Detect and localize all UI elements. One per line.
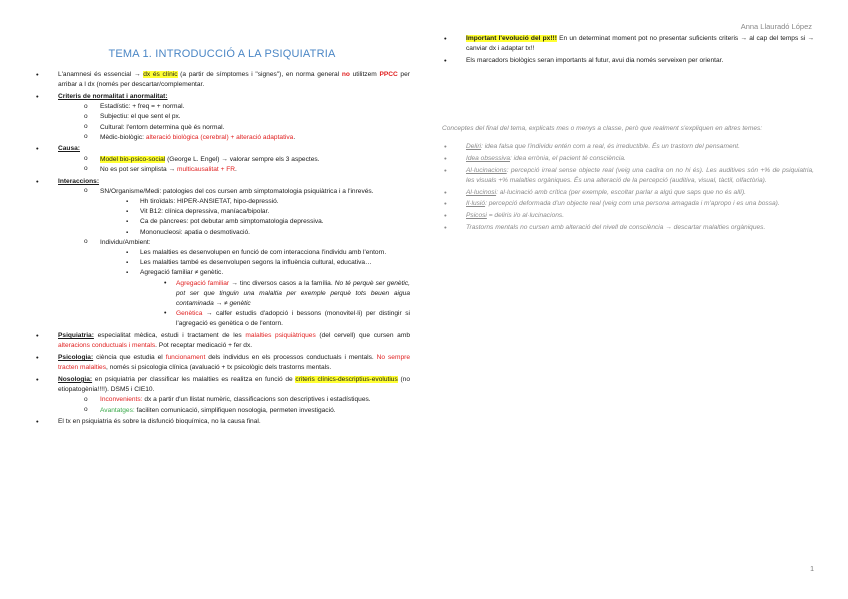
red-genetica: Genètica (176, 310, 203, 318)
genetica (162, 309, 410, 329)
red-text: alteracions conductuals i mentals (58, 342, 156, 350)
note-term: Idea obsessiva (466, 155, 510, 163)
highlight-dx-clinic: dx és clínic (143, 71, 178, 78)
page-number: 1 (810, 566, 814, 573)
psiquiatria-item (34, 331, 410, 351)
red-text: malalties psiquiàtriques (245, 332, 316, 340)
causa-list (58, 155, 410, 175)
note-term: Al·lucinacions (466, 166, 507, 174)
interaccio-individu (82, 238, 410, 330)
red-text: No sempre tracten malalties (58, 353, 410, 372)
red-ppcc: PPCC (379, 71, 398, 78)
author-name: Anna Llauradó López (740, 22, 812, 31)
green-text: Avantatges: (100, 406, 135, 414)
agregacio-list (140, 279, 410, 330)
sn-mono: ▪ Mononucleosi: apatia o desmotivació. (124, 228, 410, 238)
note-term: Psicosi (466, 212, 487, 220)
causa-model (82, 155, 410, 165)
red-text: funcionament (165, 353, 206, 361)
highlight-model: Model bio-psico-social (100, 155, 166, 163)
note-trastorns (442, 223, 814, 233)
criteris-list (58, 102, 410, 143)
text: , només si psicologia clínica (avaluació + tx psicològic dels trastorns mentals. (106, 364, 332, 372)
note-text: : al·lucinació amb crítica (per exemple, escoltar parlar a algú que saps que no és allí). (496, 188, 747, 196)
criteri-estadistic: o Estadístic: + freq = + normal. (82, 102, 410, 112)
note-text: Trastorns mentals no cursen amb alteració del nivell de consciència → descartar malalties orgàniques. (466, 223, 766, 231)
notes-list (442, 142, 814, 233)
note-term: Il·lusió (466, 200, 486, 208)
individu-list (100, 248, 410, 330)
nosologia-list (58, 395, 410, 415)
text: (del cervell) que cursen amb (315, 332, 410, 340)
text: (a partir de símptomes i "signes"), en norma general (177, 71, 342, 78)
text: Agregació familiar ≠ genètic. (140, 269, 224, 277)
sn-list (100, 197, 410, 238)
note-illusio (442, 199, 814, 209)
note-psicosi (442, 211, 814, 221)
text: . (293, 133, 296, 141)
notes-intro: Conceptes del final del tema, explicats mes o menys a classe, però que realment s'expliquen en altres temes: (442, 125, 763, 133)
red-medic: alteració biològica (cerebral) + alteració adaptativa (145, 133, 294, 141)
individu-2: ▪ Les malalties també es desenvolupen segons la influència cultural, educativa… (124, 258, 410, 268)
red-text: Inconvenients: (100, 396, 143, 404)
psicologia-item (34, 353, 410, 373)
note-term: Al·lucinosi (466, 188, 497, 196)
text: Mèdic-biològic: (100, 133, 146, 141)
evolucio-item (442, 34, 814, 54)
note-text: : idea errònia, el pacient té consciència. (510, 155, 626, 163)
sn-tiroide: ▪ Hh tiroïdals: HIPER-ANSIETAT, hipo-depressió. (124, 197, 410, 207)
right-column (442, 34, 814, 234)
inconvenients (82, 395, 410, 405)
red-multicausal: multicausalitat + FR (176, 165, 236, 173)
page-title: TEMA 1. INTRODUCCIÓ A LA PSIQUIATRIA (108, 48, 336, 60)
text: per arribar a l dx (només per descartar/complementar. (58, 71, 410, 89)
agregacio-familiar (162, 279, 410, 310)
criteri-cultural: o Cultural: l'entorn determina què és normal. (82, 123, 410, 133)
note-deliri (442, 142, 814, 152)
highlight-criteris: criteris clínics-descriptius-evolutius (295, 375, 398, 383)
criteri-subjectiu: o Subjectiu: el que sent el px. (82, 112, 410, 122)
interaccions-item (34, 177, 410, 330)
text: . Pot receptar medicació + fer dx. (155, 342, 253, 350)
note-text: : percepció deformada d'un objecte real (veig com una persona amagada i m'apropo i es una bossa). (485, 200, 780, 208)
criteris-item (34, 92, 410, 143)
right-list (442, 34, 814, 66)
note-allucinosi (442, 188, 814, 198)
main-list (34, 70, 410, 427)
text: (no etiopatogènia!!!!). DSM5 i CIE10. (58, 375, 410, 394)
psiquiatria-heading: Psiquiatria: (58, 332, 94, 340)
interaccions-list (58, 187, 410, 330)
anamnesi-item (34, 70, 410, 90)
note-allucinacions (442, 166, 814, 186)
text: → calfer estudis d'adopció i bessons (monovitel·li) per distingir si l'agregació es genètica o de l'entorn. (176, 310, 410, 328)
text: faciliten comunicació, simplifiquen nosologia, permeten investigació. (134, 406, 336, 414)
note-term: Deliri (466, 143, 482, 151)
sn-pancrees: ▪ Ca de pàncrees: pot debutar amb simptomatologia depressiva. (124, 217, 410, 227)
note-idea-obsessiva (442, 154, 814, 164)
criteri-medic (82, 133, 410, 143)
text: . (235, 165, 237, 173)
note-text: = deliris i/o al·lucinacions. (486, 212, 565, 220)
interaccio-sn (82, 187, 410, 238)
individu-3 (124, 268, 410, 329)
interaccions-heading: Interaccions: (58, 177, 100, 185)
causa-item (34, 144, 410, 175)
red-agregacio: Agregació familiar (176, 279, 230, 287)
text: → tinc diversos casos a la família. (229, 279, 335, 287)
text: en psiquiatria per classificar les malalties es realitza en funció de (92, 375, 296, 383)
criteris-heading: Criteris de normalitat i anormalitat: (58, 92, 168, 100)
text: SN/Organisme/Medi: patologies del cos cursen amb simptomatologia psiquiàtrica i a l'inrevés. (100, 187, 374, 195)
marcadors-item: • Els marcadors biològics seran importants al futur, avui dia només serveixen per orientar. (442, 56, 814, 66)
note-text: : percepció irreal sense objecte real (veig una cadira on no hi és). Les auditives són +% de psiquiatria, les visuals +% malalties orgàniques. És una alteració de la percepció (auditiva, visual, tàctil, olfactòria). (466, 166, 814, 184)
avantatges (82, 406, 410, 416)
individu-1: ▪ Les malalties es desenvolupen en funció de com interacciona l'individu amb l'entorn. (124, 248, 410, 258)
tx-item: • El tx en psiquiatria és sobre la disfunció bioquímica, no la causa final. (34, 417, 410, 427)
text: especialitat mèdica, estudi i tractament de les (93, 332, 246, 340)
text: ciència que estudia el (93, 353, 166, 361)
note-text: : idea falsa que l'individu entén com a real, és irreductible. És un trastorn del pensament. (481, 143, 740, 151)
text: En un determinat moment pot no presentar suficients criteris → al cap del temps si → canviar dx i adaptar tx!! (466, 35, 814, 53)
highlight-evolucio: Important l'evolució del px!!! (466, 35, 557, 42)
psicologia-heading: Psicologia: (58, 353, 94, 361)
nosologia-heading: Nosologia: (58, 375, 93, 383)
nosologia-item (34, 375, 410, 416)
italic-text: No té perquè ser genètic, pot ser que tinguin una malaltia per exemple perquè tots beuen aigua contaminada → ≠ genètic (176, 279, 411, 307)
causa-heading: Causa: (58, 145, 80, 153)
causa-multicausal (82, 165, 410, 175)
sn-b12: ▪ Vit B12: clínica depressiva, maníaca/bipolar. (124, 207, 410, 217)
red-no: no (341, 71, 350, 78)
text: dx a partir d'un llistat numèric, classificacions son descriptives i estadístiques. (142, 396, 371, 404)
text: Individu/Ambient: (100, 238, 151, 246)
text: dels individus en els processos conductuals i mentals. (205, 353, 377, 361)
text: No es pot ser simplista → (100, 165, 177, 173)
text: utilitzem (349, 71, 380, 78)
left-column (34, 48, 410, 429)
text: (George L. Engel) → valorar sempre els 3 aspectes. (165, 155, 320, 163)
text: L'anamnesi és essencial → (58, 71, 144, 78)
